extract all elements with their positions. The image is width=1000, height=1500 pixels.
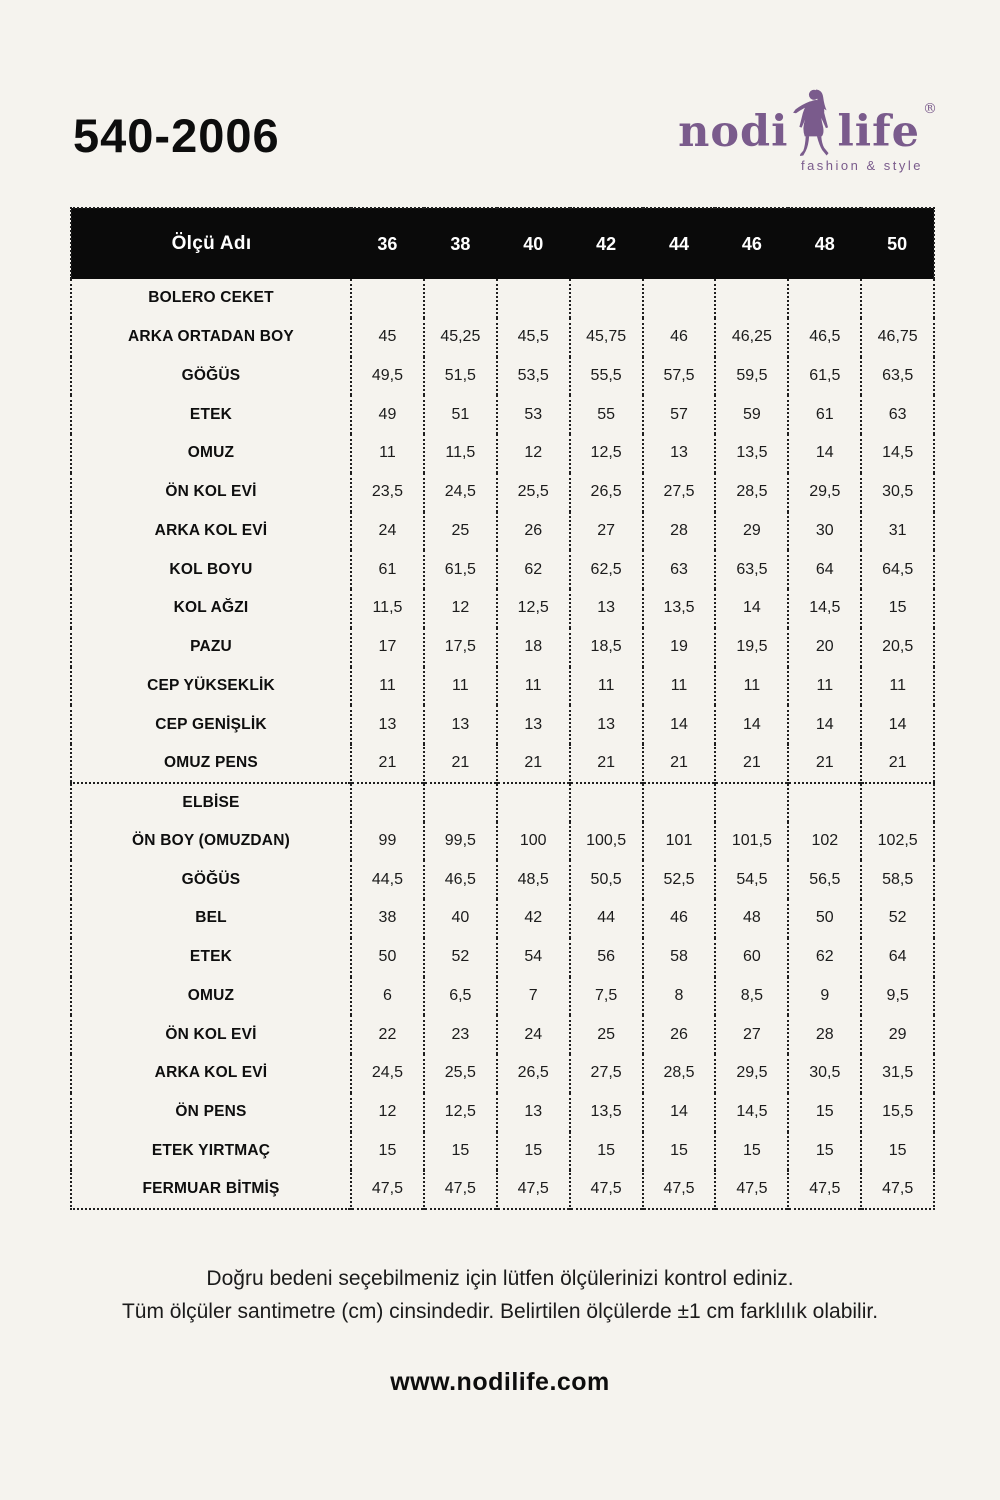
measurement-value: 53,5: [497, 357, 570, 396]
measurement-row: [71, 938, 934, 977]
measurement-value: 15: [643, 1132, 716, 1171]
measurement-value: 29: [861, 1015, 934, 1054]
measurement-value: 14,5: [715, 1093, 788, 1132]
measurement-value: 13: [351, 705, 424, 744]
size-table: [70, 207, 935, 1210]
measurement-value: 11: [351, 667, 424, 706]
measurement-value: 63,5: [715, 550, 788, 589]
measurement-value: 47,5: [351, 1170, 424, 1209]
measurement-value: 13,5: [715, 434, 788, 473]
measurement-value: 26: [497, 512, 570, 551]
measurement-value: 61: [351, 550, 424, 589]
size-column-header: 50: [861, 208, 934, 279]
measurement-value: 49: [351, 395, 424, 434]
measurement-value: 54,5: [715, 860, 788, 899]
measurement-value: 14: [643, 1093, 716, 1132]
measurement-value: 12,5: [570, 434, 643, 473]
measurement-value: 61,5: [788, 357, 861, 396]
measurement-value: 14: [715, 705, 788, 744]
measurement-value: 14,5: [788, 589, 861, 628]
measurement-value: 18,5: [570, 628, 643, 667]
measurement-row: [71, 395, 934, 434]
measurement-value: 59,5: [715, 357, 788, 396]
measurement-value: 13: [497, 1093, 570, 1132]
measurement-value: 55: [570, 395, 643, 434]
measurement-value: 31: [861, 512, 934, 551]
empty-cell: [424, 783, 497, 822]
measurement-value: 8: [643, 977, 716, 1016]
measurement-value: 24: [497, 1015, 570, 1054]
empty-cell: [715, 279, 788, 318]
measurement-value: 19,5: [715, 628, 788, 667]
brand-logo: [678, 88, 937, 173]
size-column-header: 42: [570, 208, 643, 279]
measurement-label: ÖN BOY (OMUZDAN): [132, 831, 290, 849]
measurement-value: 64: [861, 938, 934, 977]
measurement-value: 60: [715, 938, 788, 977]
measurement-value: 13,5: [570, 1093, 643, 1132]
measurement-value: 12,5: [497, 589, 570, 628]
measurement-value: 14: [715, 589, 788, 628]
measurement-label: OMUZ: [187, 444, 235, 462]
measurement-value: 26: [643, 1015, 716, 1054]
size-column-header: 38: [424, 208, 497, 279]
measurement-value: 12: [424, 589, 497, 628]
measurement-row: [71, 899, 934, 938]
measurement-value: 11,5: [351, 589, 424, 628]
measure-name-header: Ölçü Adı: [71, 208, 351, 279]
measurement-value: 99,5: [424, 822, 497, 861]
measurement-value: 13: [570, 589, 643, 628]
measurement-row: [71, 822, 934, 861]
measurement-value: 28,5: [643, 1054, 716, 1093]
measurement-value: 59: [715, 395, 788, 434]
measurement-value: 11: [351, 434, 424, 473]
measurement-value: 50,5: [570, 860, 643, 899]
measurement-value: 15: [497, 1132, 570, 1171]
measurement-value: 56,5: [788, 860, 861, 899]
measurement-label: BEL: [195, 909, 227, 927]
measurement-value: 45,5: [497, 318, 570, 357]
measurement-value: 11: [715, 667, 788, 706]
measurement-value: 13: [497, 705, 570, 744]
measurement-value: 24: [351, 512, 424, 551]
measurement-row: [71, 550, 934, 589]
measurement-value: 22: [351, 1015, 424, 1054]
measurement-value: 29,5: [715, 1054, 788, 1093]
measurement-value: 26,5: [570, 473, 643, 512]
measurement-value: 57: [643, 395, 716, 434]
measurement-value: 21: [715, 744, 788, 783]
measurement-value: 7,5: [570, 977, 643, 1016]
measurement-value: 46,25: [715, 318, 788, 357]
measurement-value: 58,5: [861, 860, 934, 899]
measurement-value: 64: [788, 550, 861, 589]
measurement-row: [71, 1170, 934, 1209]
measurement-row: [71, 705, 934, 744]
measurement-value: 6: [351, 977, 424, 1016]
measurement-value: 9,5: [861, 977, 934, 1016]
size-table-header-row: [71, 208, 934, 279]
measurement-row: [71, 860, 934, 899]
measurement-label: ARKA KOL EVİ: [154, 521, 268, 539]
measurement-value: 21: [424, 744, 497, 783]
size-table-body: [71, 279, 934, 1209]
measurement-value: 14: [788, 434, 861, 473]
measurement-label: ETEK: [189, 405, 233, 423]
measurement-value: 6,5: [424, 977, 497, 1016]
measurement-row: [71, 744, 934, 783]
brand-wordmark: [678, 88, 937, 157]
measurement-value: 21: [861, 744, 934, 783]
measurement-label: ETEK YIRTMAÇ: [151, 1141, 271, 1159]
empty-cell: [788, 783, 861, 822]
empty-cell: [424, 279, 497, 318]
measurement-value: 40: [424, 899, 497, 938]
measurement-label: ÖN PENS: [175, 1103, 247, 1121]
measurement-value: 102,5: [861, 822, 934, 861]
measurement-row: [71, 628, 934, 667]
measurement-label: ARKA ORTADAN BOY: [128, 328, 294, 346]
measurement-value: 64,5: [861, 550, 934, 589]
footer-note: [0, 1262, 1000, 1328]
measurement-value: 24,5: [351, 1054, 424, 1093]
measurement-label: FERMUAR BİTMİŞ: [142, 1180, 280, 1198]
measurement-value: 30,5: [861, 473, 934, 512]
measurement-label: GÖĞÜS: [181, 870, 241, 888]
measurement-value: 15: [861, 1132, 934, 1171]
measurement-value: 62,5: [570, 550, 643, 589]
measurement-value: 18: [497, 628, 570, 667]
empty-cell: [715, 783, 788, 822]
measurement-value: 62: [497, 550, 570, 589]
empty-cell: [861, 783, 934, 822]
size-column-header: 48: [788, 208, 861, 279]
measurement-value: 11: [497, 667, 570, 706]
measurement-value: 38: [351, 899, 424, 938]
measurement-row: [71, 434, 934, 473]
empty-cell: [570, 279, 643, 318]
measurement-value: 8,5: [715, 977, 788, 1016]
measurement-row: [71, 667, 934, 706]
measurement-value: 28: [643, 512, 716, 551]
measurement-value: 47,5: [788, 1170, 861, 1209]
measurement-value: 102: [788, 822, 861, 861]
measurement-value: 54: [497, 938, 570, 977]
measurement-value: 15: [861, 589, 934, 628]
measurement-row: [71, 589, 934, 628]
measurement-label: ÖN KOL EVİ: [165, 1025, 257, 1043]
brand-tagline: fashion & style: [800, 158, 923, 173]
measurement-value: 25: [424, 512, 497, 551]
measurement-value: 27,5: [570, 1054, 643, 1093]
measurement-value: 52: [424, 938, 497, 977]
product-code-title: 540-2006: [73, 109, 280, 162]
measurement-value: 21: [643, 744, 716, 783]
measurement-value: 42: [497, 899, 570, 938]
brand-name-right: life: [837, 107, 920, 157]
measurement-value: 27: [715, 1015, 788, 1054]
measurement-value: 13: [424, 705, 497, 744]
measurement-label: KOL AĞZI: [173, 599, 249, 617]
measurement-value: 47,5: [424, 1170, 497, 1209]
measurement-value: 21: [788, 744, 861, 783]
measurement-value: 25,5: [497, 473, 570, 512]
measurement-label: CEP YÜKSEKLİK: [147, 676, 275, 694]
measurement-value: 23: [424, 1015, 497, 1054]
measurement-value: 55,5: [570, 357, 643, 396]
measurement-value: 15: [570, 1132, 643, 1171]
empty-cell: [351, 279, 424, 318]
empty-cell: [570, 783, 643, 822]
section-title: BOLERO CEKET: [148, 289, 274, 307]
measurement-value: 7: [497, 977, 570, 1016]
measurement-value: 13: [643, 434, 716, 473]
measurement-value: 45: [351, 318, 424, 357]
measurement-value: 25,5: [424, 1054, 497, 1093]
registered-trademark-icon: ®: [923, 101, 937, 117]
section-title-row: [71, 279, 934, 318]
measurement-value: 15: [788, 1132, 861, 1171]
measurement-value: 14,5: [861, 434, 934, 473]
measurement-value: 13: [570, 705, 643, 744]
measurement-value: 61,5: [424, 550, 497, 589]
empty-cell: [351, 783, 424, 822]
empty-cell: [643, 783, 716, 822]
size-column-header: 46: [715, 208, 788, 279]
measurement-value: 45,25: [424, 318, 497, 357]
empty-cell: [497, 279, 570, 318]
measurement-value: 11: [424, 667, 497, 706]
measurement-value: 99: [351, 822, 424, 861]
website-url: www.nodilife.com: [390, 1368, 610, 1396]
measurement-value: 49,5: [351, 357, 424, 396]
measurement-value: 11: [643, 667, 716, 706]
measurement-value: 21: [497, 744, 570, 783]
measurement-value: 46,5: [424, 860, 497, 899]
measurement-value: 52,5: [643, 860, 716, 899]
measurement-value: 11: [570, 667, 643, 706]
measurement-value: 62: [788, 938, 861, 977]
measurement-value: 14: [861, 705, 934, 744]
measurement-value: 20,5: [861, 628, 934, 667]
measurement-value: 47,5: [715, 1170, 788, 1209]
measurement-value: 11,5: [424, 434, 497, 473]
measurement-value: 21: [351, 744, 424, 783]
measurement-row: [71, 1054, 934, 1093]
empty-cell: [497, 783, 570, 822]
measurement-value: 45,75: [570, 318, 643, 357]
size-column-header: 44: [643, 208, 716, 279]
measurement-value: 30: [788, 512, 861, 551]
measurement-value: 47,5: [570, 1170, 643, 1209]
measurement-label: ETEK: [189, 948, 233, 966]
measurement-value: 57,5: [643, 357, 716, 396]
measurement-value: 25: [570, 1015, 643, 1054]
measurement-label: OMUZ PENS: [164, 753, 258, 771]
measurement-value: 15: [351, 1132, 424, 1171]
measurement-value: 12,5: [424, 1093, 497, 1132]
measurement-value: 26,5: [497, 1054, 570, 1093]
measurement-value: 50: [788, 899, 861, 938]
measurement-label: ARKA KOL EVİ: [154, 1064, 268, 1082]
measurement-value: 100,5: [570, 822, 643, 861]
measurement-value: 46,5: [788, 318, 861, 357]
measurement-value: 12: [351, 1093, 424, 1132]
measurement-value: 14: [788, 705, 861, 744]
measurement-value: 19: [643, 628, 716, 667]
measurement-value: 15: [788, 1093, 861, 1132]
measurement-row: [71, 512, 934, 551]
measurement-value: 100: [497, 822, 570, 861]
measurement-row: [71, 318, 934, 357]
measurement-value: 53: [497, 395, 570, 434]
measurement-value: 15: [424, 1132, 497, 1171]
empty-cell: [861, 279, 934, 318]
footer-note-line2: Tüm ölçüler santimetre (cm) cinsindedir. Belirtilen ölçülerde ±1 cm farklılık olabilir.: [121, 1300, 879, 1323]
measurement-value: 58: [643, 938, 716, 977]
measurement-value: 50: [351, 938, 424, 977]
measurement-value: 63: [861, 395, 934, 434]
measurement-value: 9: [788, 977, 861, 1016]
measurement-value: 15: [715, 1132, 788, 1171]
measurement-row: [71, 1132, 934, 1171]
empty-cell: [788, 279, 861, 318]
measurement-value: 101: [643, 822, 716, 861]
measurement-value: 47,5: [861, 1170, 934, 1209]
section-title-row: [71, 783, 934, 822]
measurement-value: 14: [643, 705, 716, 744]
measurement-value: 31,5: [861, 1054, 934, 1093]
measurement-row: [71, 357, 934, 396]
size-column-header: 36: [351, 208, 424, 279]
measurement-value: 51: [424, 395, 497, 434]
section-title: ELBİSE: [71, 783, 351, 822]
woman-silhouette-icon: [790, 88, 836, 156]
measurement-value: 56: [570, 938, 643, 977]
measurement-value: 29,5: [788, 473, 861, 512]
measurement-row: [71, 977, 934, 1016]
measurement-value: 28,5: [715, 473, 788, 512]
measurement-value: 61: [788, 395, 861, 434]
measurement-value: 44: [570, 899, 643, 938]
measurement-value: 17: [351, 628, 424, 667]
measurement-value: 27: [570, 512, 643, 551]
measurement-value: 13,5: [643, 589, 716, 628]
measurement-value: 48,5: [497, 860, 570, 899]
measurement-label: PAZU: [190, 638, 232, 656]
measurement-value: 27,5: [643, 473, 716, 512]
measurement-value: 29: [715, 512, 788, 551]
measurement-value: 46: [643, 318, 716, 357]
measurement-row: [71, 473, 934, 512]
measurement-value: 23,5: [351, 473, 424, 512]
measurement-value: 17,5: [424, 628, 497, 667]
size-column-header: 40: [497, 208, 570, 279]
measurement-row: [71, 1015, 934, 1054]
measurement-row: [71, 1093, 934, 1132]
measurement-value: 52: [861, 899, 934, 938]
measurement-value: 46: [643, 899, 716, 938]
measurement-value: 12: [497, 434, 570, 473]
measurement-label: GÖĞÜS: [181, 366, 241, 384]
measurement-value: 47,5: [497, 1170, 570, 1209]
measurement-value: 48: [715, 899, 788, 938]
measurement-value: 24,5: [424, 473, 497, 512]
measurement-value: 47,5: [643, 1170, 716, 1209]
measurement-value: 30,5: [788, 1054, 861, 1093]
measurement-value: 51,5: [424, 357, 497, 396]
measurement-label: OMUZ: [187, 986, 235, 1004]
measurement-value: 21: [570, 744, 643, 783]
measurement-label: CEP GENİŞLİK: [155, 715, 267, 733]
brand-name-left: nodi: [678, 107, 789, 157]
measurement-value: 20: [788, 628, 861, 667]
measurement-value: 28: [788, 1015, 861, 1054]
empty-cell: [643, 279, 716, 318]
measurement-label: KOL BOYU: [169, 560, 253, 578]
measurement-value: 11: [861, 667, 934, 706]
measurement-label: ÖN KOL EVİ: [165, 483, 257, 501]
measurement-value: 15,5: [861, 1093, 934, 1132]
measurement-value: 11: [788, 667, 861, 706]
measurement-value: 63,5: [861, 357, 934, 396]
footer-note-line1: Doğru bedeni seçebilmeniz için lütfen ölçülerinizi kontrol ediniz.: [206, 1267, 794, 1290]
measurement-value: 44,5: [351, 860, 424, 899]
measurement-value: 46,75: [861, 318, 934, 357]
measurement-value: 63: [643, 550, 716, 589]
measurement-value: 101,5: [715, 822, 788, 861]
